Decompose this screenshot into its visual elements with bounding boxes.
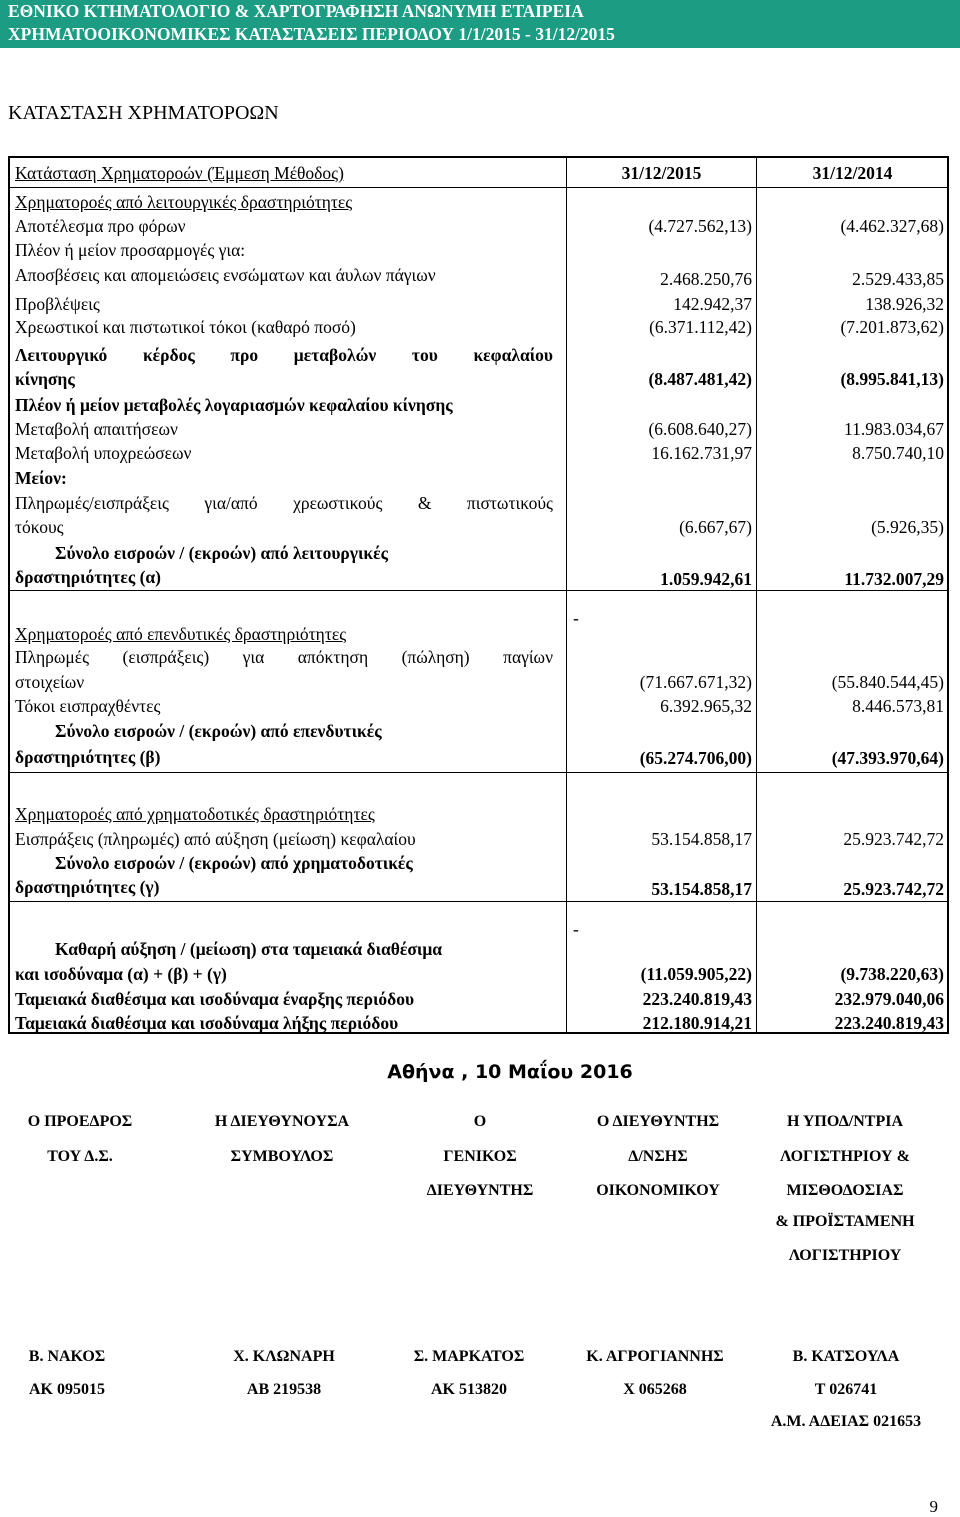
row-rule — [8, 772, 949, 773]
signatory-title: ΛΟΓΙΣΤΗΡΙΟΥ — [788, 1247, 902, 1264]
operating-heading: Χρηματοροές από λειτουργικές δραστηριότητες — [15, 192, 353, 212]
table-title: Κατάσταση Χρηματοροών (Έμμεση Μέθοδος) — [15, 163, 344, 183]
word: παγίων — [503, 647, 553, 667]
table-header-rule — [8, 187, 949, 188]
word: (πώληση) — [401, 647, 470, 667]
value-2015: 212.180.914,21 — [642, 1013, 752, 1033]
row-label: Χρεωστικοί και πιστωτικοί τόκοι (καθαρό ποσό) — [15, 317, 356, 337]
value-2015: (6.608.640,27) — [648, 419, 752, 439]
word: κέρδος — [142, 345, 195, 365]
value-2014: 25.923.742,72 — [843, 879, 944, 899]
subtotal-label: Σύνολο εισροών / (εκροών) από χρηματοδοτικές — [55, 853, 413, 873]
subtotal-label: δραστηριότητες (β) — [15, 747, 161, 767]
value-2014: (47.393.970,64) — [831, 748, 944, 768]
word: (εισπράξεις) — [122, 647, 210, 667]
word: για — [242, 647, 265, 667]
signatory-name: Σ. ΜΑΡΚΑΤΟΣ — [413, 1348, 525, 1365]
word: για/από — [204, 493, 258, 513]
signatory-id: ΑΚ 513820 — [431, 1381, 507, 1398]
word: κεφαλαίου — [473, 345, 553, 365]
value-2015: (71.667.671,32) — [639, 672, 752, 692]
value-2015: (8.487.481,42) — [648, 369, 752, 389]
value-2014: 11.732.007,29 — [844, 569, 944, 589]
cash-end-label: Ταμειακά διαθέσιμα και ισοδύναμα λήξης περιόδου — [15, 1013, 399, 1033]
value-2015: 1.059.942,61 — [660, 569, 752, 589]
value-2014: 8.750.740,10 — [852, 443, 944, 463]
dash: - — [573, 919, 579, 939]
section-title: ΚΑΤΑΣΤΑΣΗ ΧΡΗΜΑΤΟΡΟΩΝ — [8, 102, 279, 124]
value-2015: (4.727.562,13) — [648, 216, 752, 236]
word: & — [417, 493, 432, 513]
signatory-title: ΛΟΓΙΣΤΗΡΙΟΥ & — [780, 1148, 910, 1165]
net-change-label: Καθαρή αύξηση / (μείωση) στα ταμειακά διαθέσιμα — [55, 939, 443, 959]
signatory-title: Ο ΠΡΟΕΔΡΟΣ — [27, 1113, 133, 1130]
page-number: 9 — [929, 1497, 938, 1516]
row-label: Αποτέλεσμα προ φόρων — [15, 216, 186, 236]
value-2015: 16.162.731,97 — [651, 443, 752, 463]
value-2014: 8.446.573,81 — [852, 696, 944, 716]
row-label: τόκους — [15, 517, 64, 537]
signatory-id: Τ 026741 — [814, 1381, 878, 1398]
value-2014: 2.529.433,85 — [852, 269, 944, 289]
value-2014: 232.979.040,06 — [834, 989, 944, 1009]
value-2015: 53.154.858,17 — [651, 879, 752, 899]
row-label: Προβλέψεις — [15, 294, 100, 314]
value-2015: 2.468.250,76 — [660, 269, 752, 289]
investing-heading: Χρηματοροές από επενδυτικές δραστηριότητες — [15, 624, 347, 644]
word: πιστωτικούς — [466, 493, 553, 513]
subtotal-label: δραστηριότητες (γ) — [15, 877, 160, 897]
dash: - — [573, 608, 579, 628]
place-date: Αθήνα , 10 Μαΐου 2016 — [387, 1061, 633, 1083]
operating-profit-label — [15, 345, 553, 365]
word: μεταβολών — [293, 345, 377, 365]
word: Πληρωμές — [15, 647, 90, 667]
financing-heading: Χρηματοροές από χρηματοδοτικές δραστηριότητες — [15, 804, 375, 824]
interest-paid-label — [15, 493, 553, 513]
subtotal-label: δραστηριότητες (α) — [15, 567, 162, 587]
signatory-title: ΤΟΥ Δ.Σ. — [47, 1148, 113, 1165]
value-2014: (4.462.327,68) — [840, 216, 944, 236]
word: του — [411, 345, 438, 365]
row-label: κίνησης — [15, 369, 75, 389]
value-2014: (5.926,35) — [871, 517, 944, 537]
cash-start-label: Ταμειακά διαθέσιμα και ισοδύναμα έναρξης περιόδου — [15, 989, 415, 1009]
signatory-title: Ο ΔΙΕΥΘΥΝΤΗΣ — [596, 1113, 720, 1130]
word: απόκτηση — [297, 647, 369, 667]
signatory-title: Δ/ΝΣΗΣ — [628, 1148, 688, 1165]
row-label: Τόκοι εισπραχθέντες — [15, 696, 161, 716]
signatory-title: & ΠΡΟΪΣΤΑΜΕΝΗ — [775, 1213, 915, 1230]
signatory-title: Ο — [473, 1113, 487, 1130]
signatory-id: Χ 065268 — [623, 1381, 687, 1398]
signatory-title: ΓΕΝΙΚΟΣ — [443, 1148, 517, 1165]
value-2015: 53.154.858,17 — [651, 829, 752, 849]
company-name: ΕΘΝΙΚΟ ΚΤΗΜΑΤΟΛΟΓΙΟ & ΧΑΡΤΟΓΡΑΦΗΣΗ ΑΝΩΝΥΜΗ ΕΤΑΙΡΕΙΑ — [8, 1, 584, 21]
value-2014: (7.201.873,62) — [840, 317, 944, 337]
word: Πληρωμές/εισπράξεις — [15, 493, 169, 513]
signatory-id: ΑΚ 095015 — [29, 1381, 105, 1398]
value-2014: 25.923.742,72 — [843, 829, 944, 849]
word: προ — [230, 345, 259, 365]
subtotal-label: Σύνολο εισροών / (εκροών) από επενδυτικές — [55, 721, 382, 741]
value-2015: 6.392.965,32 — [660, 696, 752, 716]
value-2014: (8.995.841,13) — [840, 369, 944, 389]
value-2014: (9.738.220,63) — [840, 964, 944, 984]
signatory-title: Η ΥΠΟΔ/ΝΤΡΙΑ — [786, 1113, 904, 1130]
word: χρεωστικούς — [293, 493, 383, 513]
value-2014: 138.926,32 — [865, 294, 944, 314]
value-2015: (11.059.905,22) — [640, 964, 752, 984]
signatory-id: ΑΒ 219538 — [246, 1381, 322, 1398]
row-label: Εισπράξεις (πληρωμές) από αύξηση (μείωση) κεφαλαίου — [15, 829, 416, 849]
row-label: Μεταβολή υποχρεώσεων — [15, 443, 192, 463]
less-heading: Μείον: — [15, 468, 67, 488]
adjustments-heading: Πλέον ή μείον προσαρμογές για: — [15, 240, 246, 260]
signatory-title: Η ΔΙΕΥΘΥΝΟΥΣΑ — [214, 1113, 350, 1130]
row-label: Αποσβέσεις και απομειώσεις ενσώματων και άυλων πάγιων — [15, 265, 436, 285]
signatory-title: ΣΥΜΒΟΥΛΟΣ — [230, 1148, 334, 1165]
value-2014: 223.240.819,43 — [834, 1013, 944, 1033]
value-2015: 223.240.819,43 — [642, 989, 752, 1009]
row-rule — [8, 901, 949, 902]
row-label: Μεταβολή απαιτήσεων — [15, 419, 178, 439]
capex-label — [15, 647, 553, 667]
column-header-2015: 31/12/2015 — [621, 163, 702, 183]
signatory-title: ΜΙΣΘΟΔΟΣΙΑΣ — [786, 1182, 904, 1199]
license-number: Α.Μ. ΑΔΕΙΑΣ 021653 — [770, 1413, 922, 1430]
value-2015: (6.667,67) — [679, 517, 752, 537]
value-2015: (65.274.706,00) — [639, 748, 752, 768]
working-capital-heading: Πλέον ή μείον μεταβολές λογαριασμών κεφαλαίου κίνησης — [15, 395, 453, 415]
signatory-title: ΟΙΚΟΝΟΜΙΚΟΥ — [596, 1182, 720, 1199]
value-2015: 142.942,37 — [673, 294, 752, 314]
statements-period: ΧΡΗΜΑΤΟΟΙΚΟΝΟΜΙΚΕΣ ΚΑΤΑΣΤΑΣΕΙΣ ΠΕΡΙΟΔΟΥ 1/1/2015 - 31/12/2015 — [8, 24, 615, 44]
column-header-2014: 31/12/2014 — [812, 163, 893, 183]
value-2015: (6.371.112,42) — [649, 317, 752, 337]
row-rule — [8, 590, 949, 591]
word: Λειτουργικό — [15, 345, 108, 365]
signatory-name: Χ. ΚΛΩΝΑΡΗ — [233, 1348, 335, 1365]
signatory-title: ΔΙΕΥΘΥΝΤΗΣ — [426, 1182, 534, 1199]
signatory-name: Β. ΚΑΤΣΟΥΛΑ — [792, 1348, 900, 1365]
signatory-name: Κ. ΑΓΡΟΓΙΑΝΝΗΣ — [586, 1348, 724, 1365]
header-bar — [0, 0, 960, 48]
subtotal-label: Σύνολο εισροών / (εκροών) από λειτουργικές — [55, 543, 388, 563]
net-change-label: και ισοδύναμα (α) + (β) + (γ) — [15, 964, 227, 984]
row-label: στοιχείων — [15, 672, 85, 692]
signatory-name: Β. ΝΑΚΟΣ — [28, 1348, 106, 1365]
value-2014: (55.840.544,45) — [831, 672, 944, 692]
value-2014: 11.983.034,67 — [844, 419, 944, 439]
